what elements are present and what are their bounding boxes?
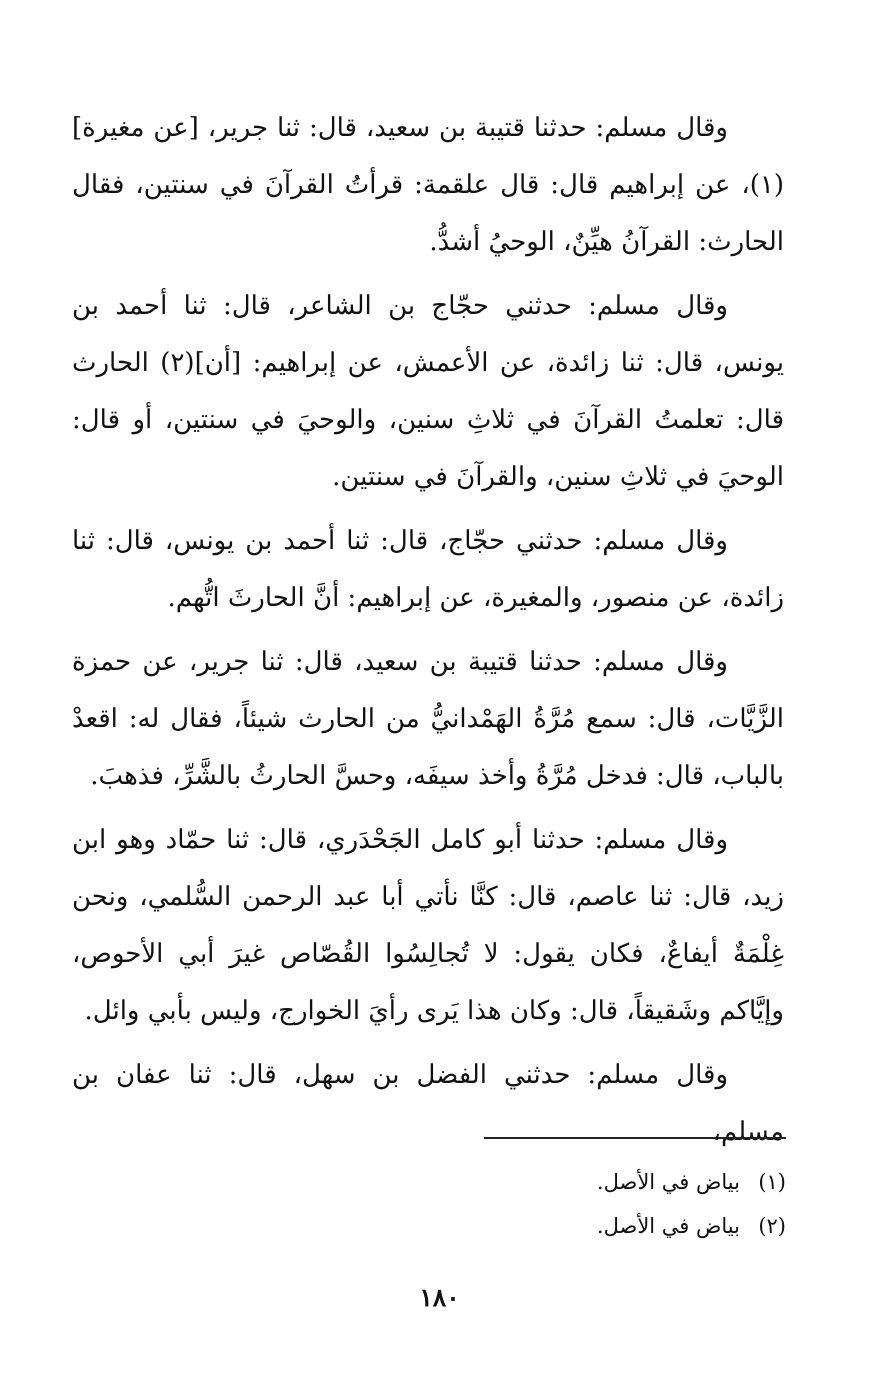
- paragraph-5: وقال مسلم: حدثنا أبو كامل الجَحْدَري، قال: ثنا حمّاد وهو ابن زيد، قال: ثنا عاصم، قال: كنَّا نأتي أبا عبد الرحمن السُّلمي، ونحن غِلْمَةٌ أيفاعٌ، فكان يقول: لا تُجالِسُوا القُصّاص غيرَ أبي الأحوص، وإيَّاكم وشَقيقاً، قال: وكان هذا يَرى رأيَ الخوارج، وليس بأبي وائل.: [72, 825, 784, 1026]
- paragraph-3: وقال مسلم: حدثني حجّاج، قال: ثنا أحمد بن يونس، قال: ثنا زائدة، عن منصور، والمغيرة، عن إبراهيم: أنَّ الحارثَ اتُّهم.: [72, 526, 784, 613]
- paragraph-4: وقال مسلم: حدثنا قتيبة بن سعيد، قال: ثنا جرير، عن حمزة الزَّيَّات، قال: سمع مُرَّةُ الهَمْدانيُّ من الحارث شيئاً، فقال له: اقعدْ بالباب، قال: فدخل مُرَّةُ وأخذ سيفَه، وحسَّ الحارثُ بالشَّرِّ، فذهبَ.: [72, 647, 784, 791]
- footnote-text: بياض في الأصل.: [596, 1170, 740, 1194]
- paragraph-6: وقال مسلم: حدثني الفضل بن سهل، قال: ثنا عفان بن مسلم،: [72, 1060, 784, 1147]
- footnote-divider: [484, 1137, 786, 1139]
- paragraph-1: وقال مسلم: حدثنا قتيبة بن سعيد، قال: ثنا جرير، [عن مغيرة](١)، عن إبراهيم قال: قال علقمة: قرأتُ القرآنَ في سنتين، فقال الحارث: القرآنُ هيِّنٌ، الوحيُ أشدُّ.: [72, 113, 784, 257]
- footnote-text: بياض في الأصل.: [596, 1214, 740, 1238]
- footnote-number: (٢): [758, 1214, 786, 1238]
- main-text: [72, 100, 784, 1161]
- page-number: ١٨٠: [419, 1283, 460, 1312]
- footnote-number: (١): [758, 1170, 786, 1194]
- footnote-2: [300, 1204, 786, 1248]
- paragraph-2: وقال مسلم: حدثني حجّاج بن الشاعر، قال: ثنا أحمد بن يونس، قال: ثنا زائدة، عن الأعمش، عن إبراهيم: [أن](٢) الحارث قال: تعلمتُ القرآنَ في ثلاثِ سنين، والوحيَ في سنتين، أو قال: الوحيَ في ثلاثِ سنين، والقرآنَ في سنتين.: [72, 291, 785, 492]
- footnote-1: [300, 1160, 786, 1204]
- footnotes: [300, 1160, 786, 1248]
